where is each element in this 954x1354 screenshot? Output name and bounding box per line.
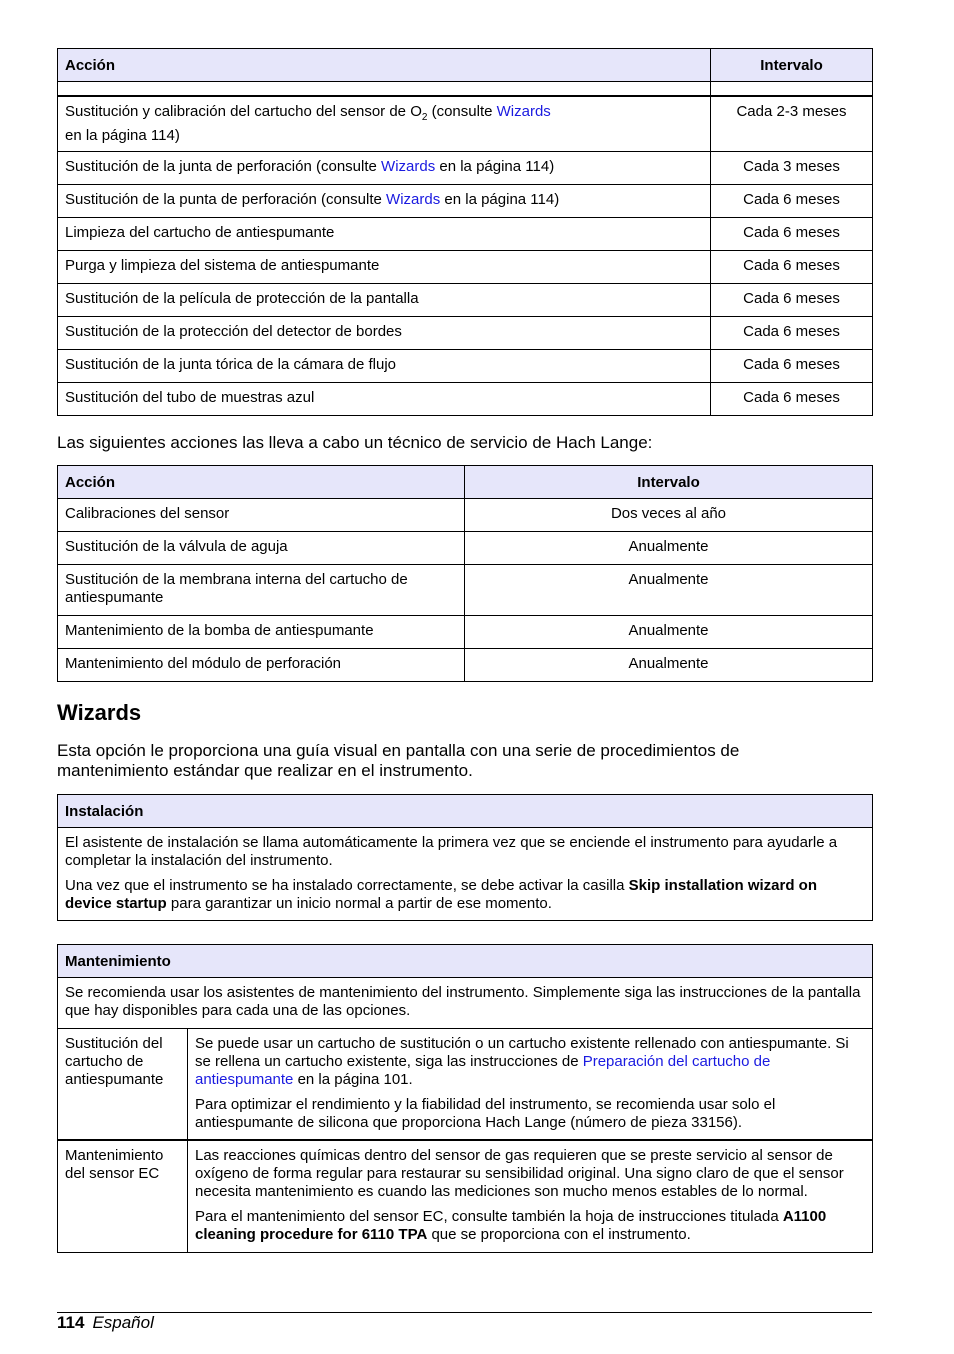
table-row <box>58 317 873 350</box>
table-row <box>58 218 873 251</box>
action-cell: Sustitución del tubo de muestras azul <box>58 383 711 416</box>
language-label: Español <box>92 1313 154 1332</box>
row-content: Se puede usar un cartucho de sustitución o un cartucho existente rellenado con antiespumante. Si se rellena un cartucho existente, siga las instrucciones de Preparación del cartucho de antiespumante en la página 101. Para optimizar el rendimiento y la fiabilidad del instrumento, se recomienda usar solo el antiespumante de silicona que proporciona Hach Lange (número de pieza 33156). <box>188 1029 873 1141</box>
table-row <box>58 978 873 1029</box>
interval-cell: Cada 6 meses <box>711 185 873 218</box>
table-row <box>58 499 873 532</box>
page-footer <box>57 1313 154 1333</box>
footer-divider <box>57 1312 872 1313</box>
wizards-link[interactable]: Wizards <box>496 103 551 120</box>
row-label: Sustitución del cartucho de antiespumante <box>58 1029 188 1141</box>
table-header-row <box>58 466 873 499</box>
interval-cell: Cada 2-3 meses <box>711 96 873 152</box>
interval-cell: Cada 3 meses <box>711 152 873 185</box>
action-cell: Sustitución de la punta de perforación (consulte Wizards en la página 114) <box>58 185 711 218</box>
table-row <box>58 565 873 616</box>
table-row <box>58 96 873 152</box>
action-cell: Sustitución de la membrana interna del cartucho de antiespumante <box>58 565 465 616</box>
table-row <box>58 284 873 317</box>
technician-service-table <box>57 465 873 682</box>
table-spacer-row <box>58 82 873 97</box>
defoamer-cartridge-link[interactable]: Preparación del cartucho de antiespumante <box>195 1053 771 1088</box>
table-row <box>58 532 873 565</box>
interval-cell: Cada 6 meses <box>711 218 873 251</box>
interval-cell: Cada 6 meses <box>711 350 873 383</box>
action-cell: Sustitución de la protección del detector de bordes <box>58 317 711 350</box>
action-cell: Limpieza del cartucho de antiespumante <box>58 218 711 251</box>
interval-cell: Anualmente <box>465 565 873 616</box>
interval-cell: Cada 6 meses <box>711 284 873 317</box>
maintenance-intro: Se recomienda usar los asistentes de mantenimiento del instrumento. Simplemente siga las instrucciones de la pantalla que hay disponibles para cada una de las opciones. <box>58 978 873 1029</box>
action-cell: Calibraciones del sensor <box>58 499 465 532</box>
table-row <box>58 1140 873 1253</box>
column-header-interval: Intervalo <box>465 466 873 499</box>
action-cell: Sustitución y calibración del cartucho del sensor de $O_2$ (consulte Wizards en la página 114) <box>58 96 711 152</box>
installation-header: Instalación <box>58 795 873 828</box>
table-row <box>58 185 873 218</box>
service-technician-intro: Las siguientes acciones las lleva a cabo un técnico de servicio de Hach Lange: <box>57 433 653 452</box>
action-cell: Sustitución de la válvula de aguja <box>58 532 465 565</box>
interval-cell: Dos veces al año <box>465 499 873 532</box>
table-row <box>58 251 873 284</box>
page-number: 114 <box>57 1313 85 1332</box>
action-cell: Mantenimiento de la bomba de antiespumante <box>58 616 465 649</box>
action-cell: Sustitución de la junta de perforación (consulte Wizards en la página 114) <box>58 152 711 185</box>
maintenance-header: Mantenimiento <box>58 945 873 978</box>
table-row <box>58 152 873 185</box>
installation-content: El asistente de instalación se llama automáticamente la primera vez que se enciende el instrumento para ayudarle a completar la instalación del instrumento. Una vez que el instrumento se ha instalado correctamente, se debe activar la casilla Skip installation wizard on device startup para garantizar un inicio normal a partir de ese momento. <box>58 828 873 921</box>
wizards-link[interactable]: Wizards <box>386 191 441 208</box>
column-header-action: Acción <box>58 49 711 82</box>
table-row <box>58 383 873 416</box>
wizards-link[interactable]: Wizards <box>381 158 436 175</box>
column-header-action: Acción <box>58 466 465 499</box>
action-cell: Mantenimiento del módulo de perforación <box>58 649 465 682</box>
row-label: Mantenimiento del sensor EC <box>58 1140 188 1253</box>
interval-cell: Anualmente <box>465 532 873 565</box>
table-row <box>58 649 873 682</box>
section-title: Wizards <box>57 700 142 725</box>
interval-cell: Anualmente <box>465 649 873 682</box>
action-cell: Purga y limpieza del sistema de antiespumante <box>58 251 711 284</box>
table-row <box>58 616 873 649</box>
maintenance-wizard-table <box>57 944 873 1253</box>
section-description: Esta opción le proporciona una guía visual en pantalla con una serie de procedimientos de mantenimiento estándar que realizar en el instrumento. <box>57 741 740 780</box>
table-row <box>58 350 873 383</box>
interval-cell: Anualmente <box>465 616 873 649</box>
interval-cell: Cada 6 meses <box>711 383 873 416</box>
table-row <box>58 828 873 921</box>
column-header-interval: Intervalo <box>711 49 873 82</box>
row-content: Las reacciones químicas dentro del sensor de gas requieren que se preste servicio al sensor de oxígeno de forma regular para restaurar su sensibilidad original. Una signo claro de que el sensor necesita mantenimiento es cuando las mediciones son mucho menos estables de lo normal. Para el mantenimiento del sensor EC, consulte también la hoja de instrucciones titulada A1100 cleaning procedure for 6110 TPA que se proporciona con el instrumento. <box>188 1140 873 1253</box>
table-header-row <box>58 945 873 978</box>
interval-cell: Cada 6 meses <box>711 317 873 350</box>
interval-cell: Cada 6 meses <box>711 251 873 284</box>
action-cell: Sustitución de la junta tórica de la cámara de flujo <box>58 350 711 383</box>
action-cell: Sustitución de la película de protección de la pantalla <box>58 284 711 317</box>
maintenance-schedule-table <box>57 48 873 416</box>
table-header-row <box>58 795 873 828</box>
installation-table <box>57 794 873 921</box>
table-row <box>58 1029 873 1141</box>
table-header-row <box>58 49 873 82</box>
